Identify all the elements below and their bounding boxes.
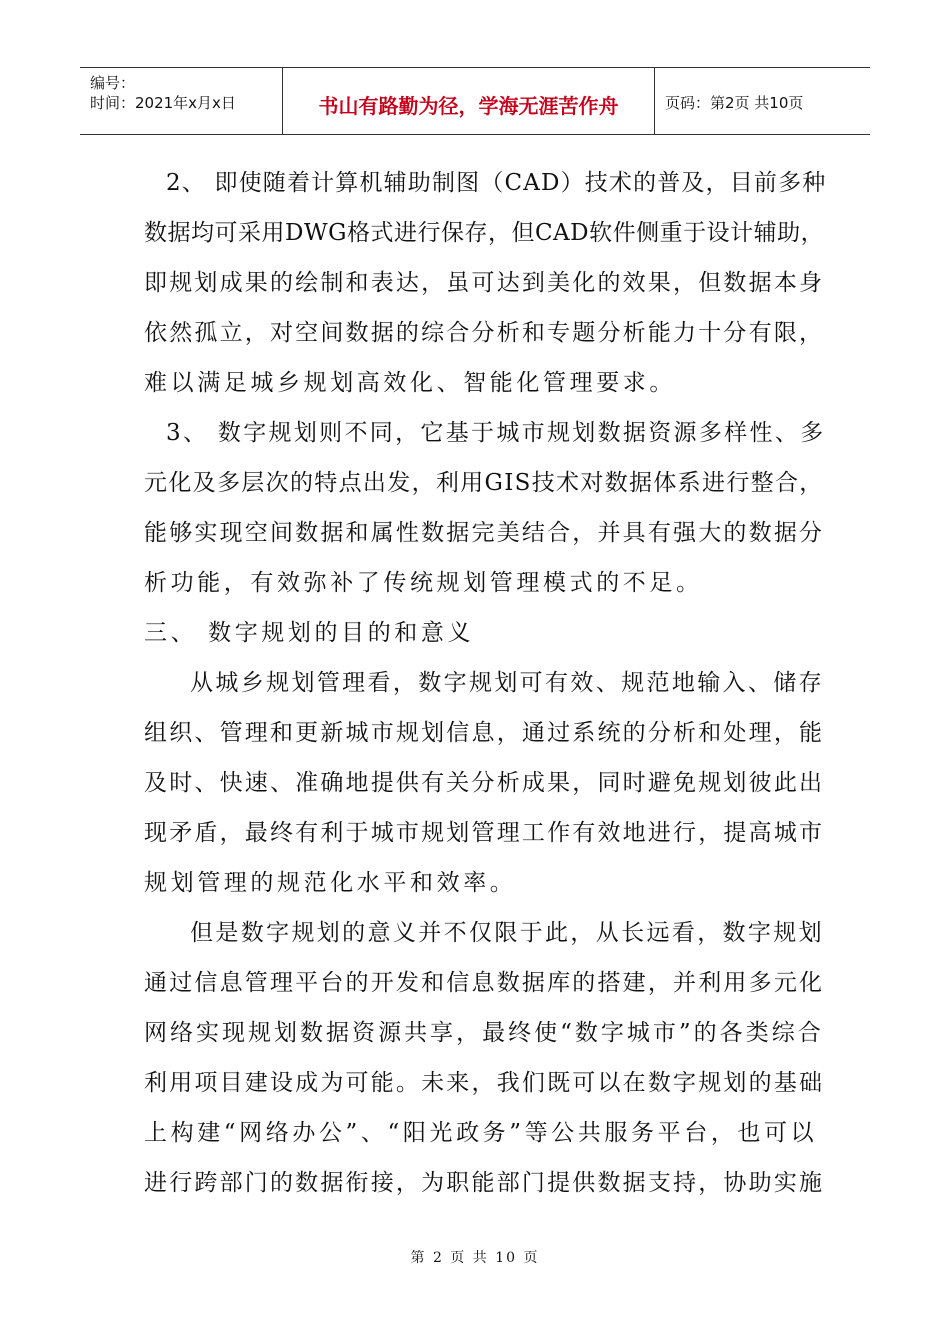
header-motto: 书山有路勤为径，学海无涯苦作舟 xyxy=(318,94,619,118)
body-line: 及时、快速、准确地提供有关分析成果，同时避免规划彼此出 xyxy=(144,770,825,796)
body-line: 即规划成果的绘制和表达，虽可达到美化的效果，但数据本身 xyxy=(144,270,825,296)
header-motto-cell xyxy=(283,68,655,134)
body-line: 析功能，有效弥补了传统规划管理模式的不足。 xyxy=(144,570,703,596)
body-line: 规划管理的规范化水平和效率。 xyxy=(144,870,517,896)
document-time-label: 时间：2021年x月x日 xyxy=(90,94,236,112)
body-line: 3、 数字规划则不同，它基于城市规划数据资源多样性、多 xyxy=(166,420,826,446)
body-line: 元化及多层次的特点出发，利用GIS技术对数据体系进行整合， xyxy=(144,470,824,496)
body-line: 通过信息管理平台的开发和信息数据库的搭建，并利用多元化 xyxy=(144,970,825,996)
header-page-cell xyxy=(655,68,870,134)
body-line: 数据均可采用DWG格式进行保存，但CAD软件侧重于设计辅助， xyxy=(144,220,825,246)
body-line: 但是数字规划的意义并不仅限于此，从长远看，数字规划 xyxy=(190,920,824,946)
body-line: 网络实现规划数据资源共享，最终使“数字城市”的各类综合 xyxy=(144,1020,824,1046)
body-line: 组织、管理和更新城市规划信息，通过系统的分析和处理，能 xyxy=(144,720,825,746)
page-header xyxy=(80,67,870,135)
body-line: 利用项目建设成为可能。未来，我们既可以在数字规划的基础 xyxy=(144,1070,825,1096)
body-line: 难以满足城乡规划高效化、智能化管理要求。 xyxy=(144,370,676,396)
page-footer: 第 2 页 共 10 页 xyxy=(410,1250,540,1266)
body-line: 现矛盾，最终有利于城市规划管理工作有效地进行，提高城市 xyxy=(144,820,825,846)
body-line: 上构建“网络办公”、“阳光政务”等公共服务平台，也可以 xyxy=(144,1120,818,1146)
body-line: 从城乡规划管理看，数字规划可有效、规范地输入、储存 xyxy=(190,670,824,696)
document-number-label: 编号： xyxy=(90,74,136,92)
body-line: 依然孤立，对空间数据的综合分析和专题分析能力十分有限， xyxy=(144,320,825,346)
body-line: 2、 即使随着计算机辅助制图（CAD）技术的普及，目前多种 xyxy=(166,170,827,196)
body-line: 能够实现空间数据和属性数据完美结合，并具有强大的数据分 xyxy=(144,520,825,546)
section-heading: 三、 数字规划的目的和意义 xyxy=(144,620,475,646)
header-meta-cell xyxy=(80,68,283,134)
body-line: 进行跨部门的数据衔接，为职能部门提供数据支持，协助实施 xyxy=(144,1170,825,1196)
header-page-number: 页码：第2页 共10页 xyxy=(665,94,804,112)
